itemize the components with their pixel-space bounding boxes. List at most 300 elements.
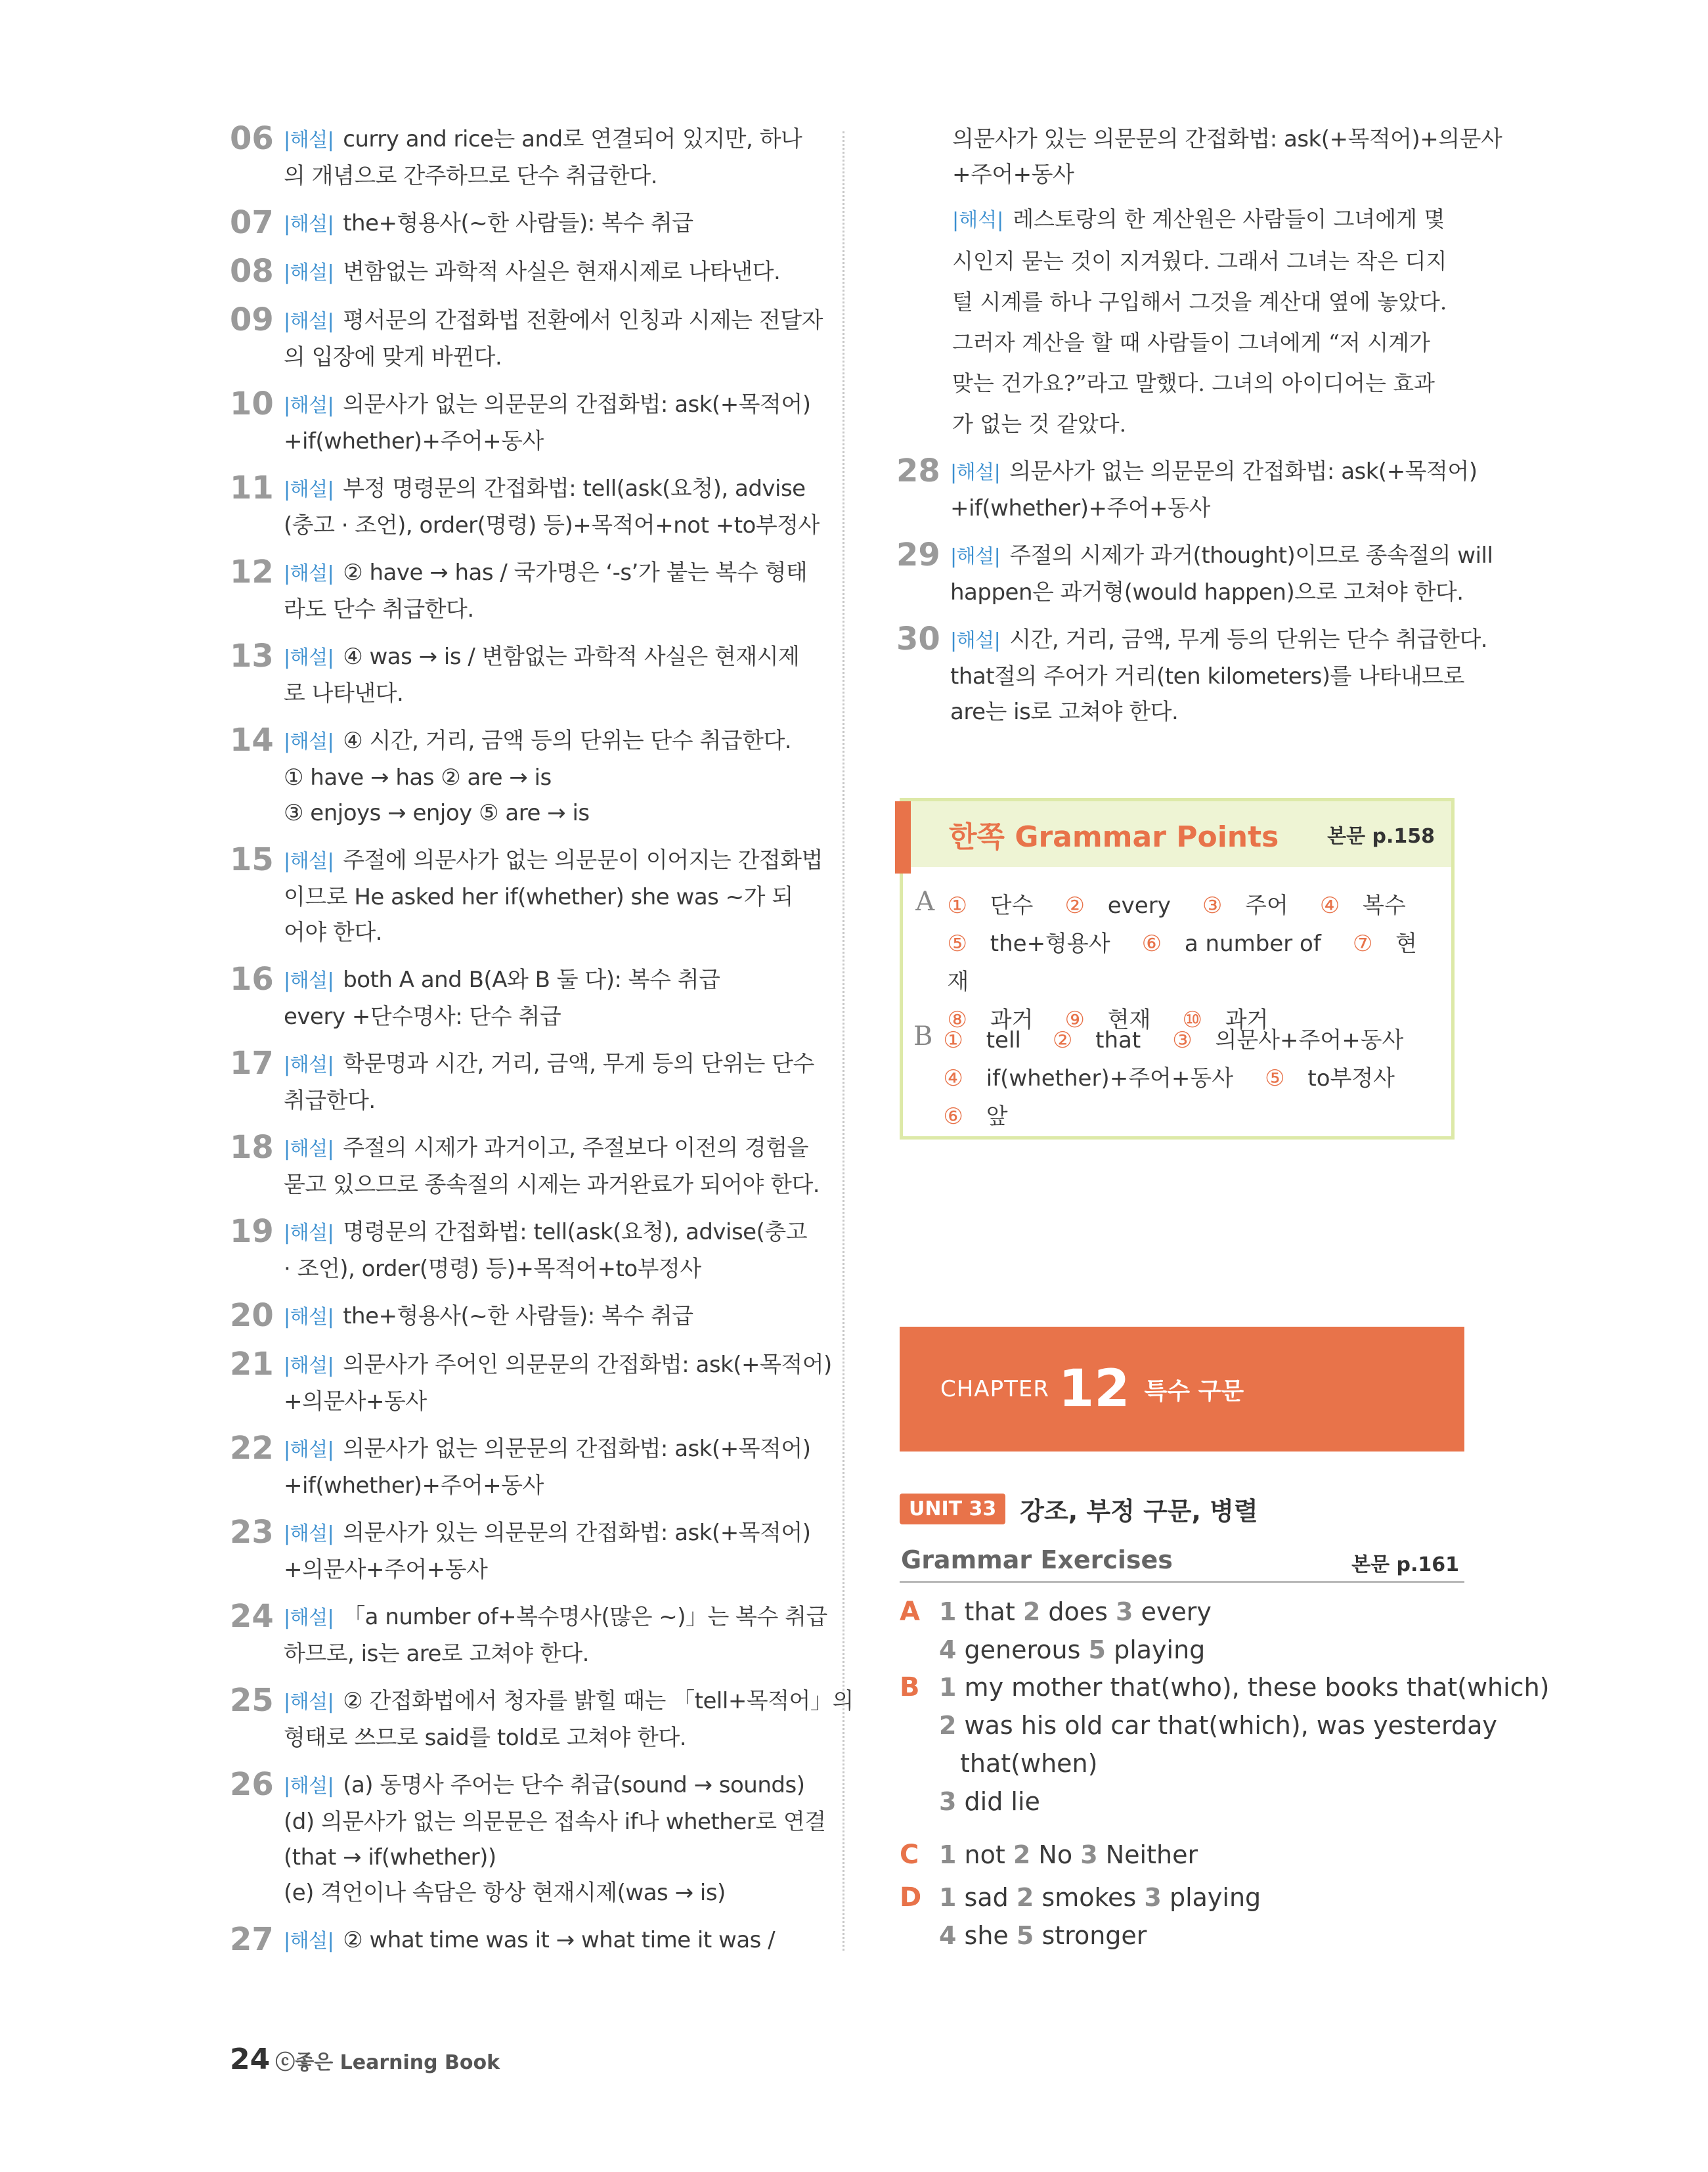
item-number: 19 bbox=[230, 1213, 274, 1250]
point-text: 과거 bbox=[1225, 1007, 1269, 1033]
item-body bbox=[284, 1214, 807, 1287]
item-line: 묻고 있으므로 종속절의 시제는 과거완료가 되어야 한다. bbox=[284, 1172, 820, 1198]
answer-item bbox=[230, 723, 795, 831]
answer-text: that(when) bbox=[960, 1749, 1098, 1778]
answer-number: 1 bbox=[939, 1883, 957, 1912]
item-line: +의문사+주어+동사 bbox=[284, 1557, 488, 1583]
point-text: 단수 bbox=[990, 893, 1034, 919]
brand-name: ⓒ좋은 Learning Book bbox=[275, 2051, 500, 2074]
answer-number: 5 bbox=[1016, 1921, 1034, 1950]
chapter-label: CHAPTER bbox=[940, 1376, 1049, 1402]
explanation-tag: |해설| bbox=[284, 1607, 334, 1629]
exercise-letter: D bbox=[900, 1882, 922, 1913]
item-line bbox=[284, 555, 807, 592]
answer-item bbox=[230, 1682, 854, 1756]
tag-text: 해설 bbox=[290, 646, 328, 669]
section-letter: A bbox=[915, 887, 935, 917]
item-27-continued bbox=[952, 122, 1502, 192]
answer-text: sad bbox=[964, 1883, 1009, 1912]
chapter-banner bbox=[900, 1327, 1464, 1452]
item-number: 25 bbox=[230, 1682, 274, 1719]
tag-text: 해설 bbox=[290, 1438, 328, 1461]
line-text: 의문사가 주어인 의문문의 간접화법: ask(+목적어) bbox=[343, 1352, 832, 1378]
line-text: 변함없는 과학적 사실은 현재시제로 나타낸다. bbox=[343, 259, 781, 285]
item-body bbox=[284, 254, 795, 291]
item-number: 28 bbox=[896, 453, 940, 489]
explanation-tag: |해설| bbox=[284, 1053, 334, 1076]
point-text: 앞 bbox=[986, 1103, 1008, 1130]
item-line bbox=[284, 303, 823, 340]
right-items bbox=[896, 453, 1493, 730]
item-number: 08 bbox=[230, 253, 274, 290]
item-line bbox=[284, 387, 810, 424]
item-line: 라도 단수 취급한다. bbox=[284, 596, 474, 623]
explanation-tag: |해설| bbox=[284, 261, 334, 284]
answer-text: my mother that(who), these books that(which) bbox=[964, 1673, 1550, 1702]
item-line: +의문사+동사 bbox=[284, 1388, 427, 1415]
item-line bbox=[284, 723, 795, 760]
grammar-point bbox=[1172, 1027, 1419, 1053]
exercise-line bbox=[939, 1631, 1212, 1669]
explanation-tag: |해설| bbox=[284, 1930, 334, 1953]
tag-text: 해설 bbox=[290, 850, 328, 873]
item-number: 15 bbox=[230, 841, 274, 878]
tag-text: 해설 bbox=[290, 1930, 328, 1953]
translation-line: |해석| 레스토랑의 한 계산원은 사람들이 그녀에게 몇 bbox=[952, 206, 1445, 232]
item-number: 11 bbox=[230, 470, 274, 506]
page-footer bbox=[230, 2043, 500, 2076]
item-body bbox=[284, 1431, 810, 1503]
point-text: that bbox=[1095, 1027, 1141, 1053]
item-number: 16 bbox=[230, 961, 274, 998]
item-body bbox=[284, 555, 807, 627]
tag-text: 해설 bbox=[290, 478, 328, 501]
answer-number: 3 bbox=[1116, 1597, 1133, 1626]
grammar-point bbox=[1053, 1027, 1156, 1053]
tag-text: 해설 bbox=[290, 730, 328, 753]
grammar-point bbox=[1320, 893, 1422, 919]
grammar-points-a bbox=[903, 887, 1451, 1039]
unit-badge: UNIT 33 bbox=[900, 1494, 1005, 1524]
continued-line: +주어+동사 bbox=[952, 162, 1074, 188]
exercise-section bbox=[900, 1593, 1212, 1669]
point-number: ④ bbox=[943, 1065, 963, 1092]
item-number: 17 bbox=[230, 1045, 274, 1082]
answer-number: 2 bbox=[939, 1711, 957, 1740]
grammar-point-line bbox=[943, 1021, 1451, 1059]
grammar-point-line bbox=[943, 1059, 1451, 1136]
explanation-tag: |해설| bbox=[950, 629, 1001, 652]
line-text: 시간, 거리, 금액, 무게 등의 단위는 단수 취급한다. bbox=[1009, 627, 1488, 653]
item-line: (d) 의문사가 없는 의문문은 접속사 if나 whether로 연결 bbox=[284, 1809, 826, 1835]
translation-line: 가 없는 것 같았다. bbox=[952, 411, 1127, 437]
grammar-point bbox=[1064, 893, 1186, 919]
item-line bbox=[284, 1767, 826, 1804]
point-number: ③ bbox=[1172, 1027, 1193, 1053]
answer-item bbox=[230, 841, 823, 950]
item-line: 이므로 He asked her if(whether) she was ~가 되 bbox=[284, 884, 793, 910]
item-line bbox=[284, 843, 823, 879]
translation-line: 그러자 계산을 할 때 사람들이 그녀에게 “저 시계가 bbox=[952, 330, 1430, 355]
grammar-points-title: 한쪽 Grammar Points bbox=[949, 820, 1279, 854]
item-line: happen은 과거형(would happen)으로 고쳐야 한다. bbox=[950, 579, 1464, 606]
answer-number: 4 bbox=[939, 1921, 957, 1950]
tag-text: 해설 bbox=[290, 1775, 328, 1798]
point-text: 과거 bbox=[990, 1007, 1034, 1033]
grammar-point bbox=[943, 1103, 1023, 1130]
item-body bbox=[284, 1298, 795, 1335]
item-body bbox=[284, 1922, 795, 1959]
answer-number: 2 bbox=[1022, 1597, 1041, 1626]
tag-text: 해설 bbox=[956, 461, 994, 484]
answer-text: not bbox=[964, 1840, 1005, 1869]
line-text: 명령문의 간접화법: tell(ask(요청), advise(충고 bbox=[343, 1219, 808, 1245]
grammar-point bbox=[947, 893, 1049, 919]
item-line bbox=[950, 622, 1487, 659]
explanation-tag: |해설| bbox=[284, 1522, 334, 1545]
item-line: that절의 주어가 거리(ten kilometers)를 나타내므로 bbox=[950, 663, 1464, 690]
explanation-tag: |해설| bbox=[284, 1438, 334, 1461]
point-number: ⑤ bbox=[1265, 1065, 1285, 1092]
explanation-tag: |해설| bbox=[284, 310, 334, 333]
explanation-tag: |해설| bbox=[284, 213, 334, 236]
item-number: 24 bbox=[230, 1598, 274, 1635]
point-text: 의문사+주어+동사 bbox=[1215, 1027, 1404, 1053]
item-line bbox=[284, 1046, 814, 1083]
line-text: curry and rice는 and로 연결되어 있지만, 하나 bbox=[343, 126, 802, 152]
point-text: every bbox=[1107, 893, 1171, 919]
item-body bbox=[284, 843, 823, 950]
explanation-tag: |해설| bbox=[284, 1775, 334, 1798]
item-number: 10 bbox=[230, 386, 274, 422]
line-text: ④ 시간, 거리, 금액 등의 단위는 단수 취급한다. bbox=[343, 728, 792, 754]
explanation-tag: |해설| bbox=[284, 1354, 334, 1377]
point-text: 주어 bbox=[1245, 893, 1288, 919]
answer-item bbox=[230, 206, 795, 242]
answer-text: does bbox=[1048, 1597, 1108, 1626]
right-column bbox=[896, 122, 1502, 742]
item-line: are는 is로 고쳐야 한다. bbox=[950, 699, 1179, 725]
item-number: 22 bbox=[230, 1430, 274, 1467]
grammar-point bbox=[947, 931, 1126, 957]
explanation-tag: |해설| bbox=[284, 1306, 334, 1329]
answer-number: 5 bbox=[1088, 1635, 1106, 1664]
item-number: 30 bbox=[896, 621, 940, 657]
answer-item bbox=[230, 1922, 795, 1959]
point-number: ③ bbox=[1202, 893, 1223, 919]
exercise-line bbox=[939, 1836, 1198, 1874]
tag-text: 해설 bbox=[290, 1306, 328, 1329]
line-text: 주절의 시제가 과거이고, 주절보다 이전의 경험을 bbox=[343, 1135, 808, 1161]
point-number: ⑩ bbox=[1182, 1007, 1202, 1033]
tag-text: 해설 bbox=[290, 1607, 328, 1629]
exercise-line bbox=[939, 1917, 1261, 1955]
item-body bbox=[950, 538, 1493, 610]
item-number: 12 bbox=[230, 554, 274, 590]
item-line bbox=[284, 1683, 854, 1720]
item-line bbox=[284, 206, 795, 242]
exercise-section bbox=[900, 1836, 1198, 1874]
answer-number: 3 bbox=[1144, 1883, 1162, 1912]
answer-number: 2 bbox=[1013, 1840, 1031, 1869]
item-number: 27 bbox=[230, 1921, 274, 1958]
tag-text: 해설 bbox=[290, 1138, 328, 1161]
answer-item bbox=[230, 1045, 814, 1119]
item-line: ① have → has ② are → is bbox=[284, 765, 552, 791]
point-number: ④ bbox=[1319, 893, 1340, 919]
item-line bbox=[950, 454, 1477, 491]
answer-item bbox=[896, 453, 1478, 526]
item-number: 07 bbox=[230, 204, 274, 241]
item-body bbox=[950, 454, 1477, 526]
item-line: 로 나타낸다. bbox=[284, 680, 404, 707]
answer-number: 3 bbox=[1080, 1840, 1098, 1869]
grammar-point bbox=[1142, 931, 1337, 957]
explanation-tag: |해설| bbox=[284, 562, 334, 585]
explanation-tag: |해설| bbox=[284, 646, 334, 669]
point-text: 복수 bbox=[1363, 893, 1406, 919]
line-text: ② what time was it → what time it was / bbox=[343, 1927, 776, 1953]
unit-title: 강조, 부정 구문, 병렬 bbox=[1020, 1497, 1258, 1526]
answer-item bbox=[230, 120, 802, 194]
answer-number: 1 bbox=[939, 1840, 957, 1869]
answer-item bbox=[230, 386, 811, 459]
item-body bbox=[284, 303, 823, 375]
answer-text: playing bbox=[1114, 1635, 1206, 1664]
answer-number: 3 bbox=[939, 1787, 957, 1816]
line-text: 주절의 시제가 과거(thought)이므로 종속절의 will bbox=[1009, 543, 1493, 569]
exercise-lines bbox=[939, 1878, 1261, 1955]
item-body bbox=[284, 962, 795, 1034]
item-number: 06 bbox=[230, 120, 274, 157]
grammar-exercises-ref: 본문 p.161 bbox=[1351, 1553, 1459, 1576]
item-line bbox=[284, 1515, 810, 1552]
explanation-tag: |해설| bbox=[284, 730, 334, 753]
item-line bbox=[284, 1347, 832, 1384]
translation-line: 맞는 건가요?”라고 말했다. 그녀의 아이디어는 효과 bbox=[952, 370, 1435, 396]
point-text: if(whether)+주어+동사 bbox=[986, 1065, 1234, 1092]
item-number: 20 bbox=[230, 1297, 274, 1334]
answer-text: smokes bbox=[1041, 1883, 1137, 1912]
line-text: 의문사가 있는 의문문의 간접화법: ask(+목적어) bbox=[343, 1520, 811, 1546]
tag-text: 해설 bbox=[290, 261, 328, 284]
exercise-line bbox=[939, 1706, 1550, 1744]
grammar-points-ref: 본문 p.158 bbox=[1327, 825, 1435, 848]
answer-item bbox=[230, 1766, 826, 1911]
point-text: 현재 bbox=[947, 931, 1417, 995]
tag-text: 해설 bbox=[290, 394, 328, 417]
point-text: 현재 bbox=[1107, 1007, 1151, 1033]
answer-item bbox=[230, 1598, 827, 1672]
line-text: the+형용사(~한 사람들): 복수 취급 bbox=[343, 210, 693, 236]
left-column bbox=[230, 120, 854, 1971]
item-line bbox=[284, 1599, 827, 1636]
item-line bbox=[284, 639, 799, 676]
explanation-tag: |해설| bbox=[950, 461, 1001, 484]
point-number: ② bbox=[1052, 1027, 1073, 1053]
item-body bbox=[284, 1515, 810, 1587]
grammar-points-header bbox=[903, 801, 1451, 867]
item-line bbox=[284, 1298, 795, 1335]
answer-item bbox=[230, 1213, 808, 1287]
tag-text: 해설 bbox=[956, 545, 994, 568]
item-body bbox=[950, 622, 1487, 730]
item-line bbox=[284, 1922, 795, 1959]
tag-text: 해설 bbox=[290, 213, 328, 236]
exercise-line bbox=[939, 1593, 1212, 1631]
item-line: +if(whether)+주어+동사 bbox=[284, 1473, 544, 1499]
item-body bbox=[284, 1599, 827, 1672]
explanation-tag: |해설| bbox=[284, 969, 334, 992]
tag-text: 해설 bbox=[290, 129, 328, 152]
point-text: a number of bbox=[1184, 931, 1321, 957]
answer-item bbox=[230, 554, 808, 627]
answer-item bbox=[230, 962, 795, 1034]
answer-text: did lie bbox=[964, 1787, 1040, 1816]
item-line: 형태로 쓰므로 said를 told로 고쳐야 한다. bbox=[284, 1725, 687, 1751]
point-number: ⑨ bbox=[1064, 1007, 1085, 1033]
item-number: 14 bbox=[230, 722, 274, 759]
item-body bbox=[284, 387, 810, 459]
point-number: ⑥ bbox=[1141, 931, 1162, 957]
line-text: 평서문의 간접화법 전환에서 인칭과 시제는 전달자 bbox=[343, 307, 823, 334]
point-text: to부정사 bbox=[1307, 1065, 1395, 1092]
answer-text: was his old car that(which), was yesterday bbox=[964, 1711, 1497, 1740]
grammar-point bbox=[1202, 893, 1304, 919]
item-line bbox=[950, 538, 1493, 575]
grammar-points-b-lines bbox=[943, 1021, 1451, 1136]
answer-item bbox=[230, 470, 820, 543]
line-text: 의문사가 없는 의문문의 간접화법: ask(+목적어) bbox=[343, 1436, 811, 1462]
item-body bbox=[284, 1130, 820, 1203]
answer-item bbox=[230, 638, 800, 711]
point-number: ⑦ bbox=[1352, 931, 1373, 957]
answer-item bbox=[230, 1346, 832, 1419]
line-text: both A and B(A와 B 둘 다): 복수 취급 bbox=[343, 967, 720, 993]
chapter-title: 특수 구문 bbox=[1144, 1377, 1244, 1405]
grammar-point-line bbox=[947, 887, 1451, 925]
exercise-lines bbox=[939, 1593, 1212, 1669]
item-body bbox=[284, 206, 795, 242]
answer-item bbox=[230, 1298, 795, 1335]
item-line bbox=[284, 1431, 810, 1468]
continued-line: 의문사가 있는 의문문의 간접화법: ask(+목적어)+의문사 bbox=[952, 126, 1502, 152]
exercise-line bbox=[939, 1744, 1550, 1783]
item-body bbox=[284, 122, 802, 194]
answer-number: 1 bbox=[939, 1597, 957, 1626]
item-body bbox=[284, 723, 795, 831]
exercise-lines bbox=[939, 1668, 1550, 1821]
translation-line: 털 시계를 하나 구입해서 그것을 계산대 옆에 놓았다. bbox=[952, 289, 1447, 315]
point-number: ⑤ bbox=[947, 931, 967, 957]
answer-item bbox=[230, 1430, 811, 1503]
item-number: 23 bbox=[230, 1514, 274, 1551]
answer-text: generous bbox=[964, 1635, 1081, 1664]
item-line bbox=[284, 1130, 820, 1167]
line-text: 의문사가 없는 의문문의 간접화법: ask(+목적어) bbox=[1009, 458, 1478, 485]
exercise-line bbox=[939, 1878, 1261, 1917]
explanation-tag: |해설| bbox=[284, 394, 334, 417]
explanation-tag: |해설| bbox=[284, 1691, 334, 1714]
item-line: +if(whether)+주어+동사 bbox=[950, 495, 1210, 521]
item-number: 09 bbox=[230, 301, 274, 338]
item-line: (e) 격언이나 속담은 항상 현재시제(was → is) bbox=[284, 1880, 726, 1906]
unit-heading bbox=[900, 1491, 1258, 1527]
item-number: 26 bbox=[230, 1766, 274, 1803]
item-body bbox=[284, 1347, 832, 1419]
answer-item bbox=[896, 537, 1493, 610]
tag-text: 해설 bbox=[290, 1522, 328, 1545]
line-text: (a) 동명사 주어는 단수 취급(sound → sounds) bbox=[343, 1772, 805, 1798]
grammar-point-line bbox=[947, 925, 1451, 1001]
item-line: 의 개념으로 간주하므로 단수 취급한다. bbox=[284, 163, 658, 189]
exercise-letter: A bbox=[900, 1597, 920, 1627]
answer-text: Neither bbox=[1105, 1840, 1198, 1869]
answer-text: she bbox=[964, 1921, 1009, 1950]
exercise-lines bbox=[939, 1836, 1198, 1874]
answer-text: playing bbox=[1169, 1883, 1261, 1912]
item-line bbox=[284, 254, 795, 291]
explanation-tag: |해설| bbox=[284, 478, 334, 501]
item-line: (충고 · 조언), order(명령) 등)+목적어+not +to부정사 bbox=[284, 512, 820, 539]
grammar-point bbox=[1265, 1065, 1411, 1092]
answer-item bbox=[896, 621, 1488, 730]
item-line: 의 입장에 맞게 바뀐다. bbox=[284, 344, 502, 370]
answer-item bbox=[230, 301, 823, 375]
item-number: 18 bbox=[230, 1129, 274, 1166]
item-line bbox=[284, 962, 795, 999]
chapter-number: 12 bbox=[1058, 1360, 1130, 1419]
point-text: the+형용사 bbox=[990, 931, 1110, 957]
tag-text: 해설 bbox=[290, 969, 328, 992]
answer-number: 4 bbox=[939, 1635, 957, 1664]
grammar-point bbox=[943, 1065, 1249, 1092]
explanation-tag: |해설| bbox=[284, 1222, 334, 1245]
line-text: 의문사가 없는 의문문의 간접화법: ask(+목적어) bbox=[343, 391, 811, 418]
line-text: ④ was → is / 변함없는 과학적 사실은 현재시제 bbox=[343, 644, 800, 670]
exercise-section bbox=[900, 1668, 1550, 1821]
grammar-point bbox=[943, 1027, 1036, 1053]
grammar-points-b bbox=[903, 1021, 1451, 1136]
exercise-letter: C bbox=[900, 1840, 919, 1870]
item-body bbox=[284, 1046, 814, 1119]
tag-text: 해설 bbox=[290, 562, 328, 585]
answer-item bbox=[230, 1514, 811, 1587]
item-line: · 조언), order(명령) 등)+목적어+to부정사 bbox=[284, 1256, 701, 1282]
translation-tag: |해석| bbox=[952, 209, 1004, 232]
answer-number: 1 bbox=[939, 1673, 957, 1702]
item-number: 21 bbox=[230, 1346, 274, 1383]
item-line: 취급한다. bbox=[284, 1088, 376, 1114]
explanation-tag: |해설| bbox=[284, 850, 334, 873]
tag-text: 해설 bbox=[956, 629, 994, 652]
grammar-exercises-header bbox=[900, 1540, 1464, 1583]
line-text: 부정 명령문의 간접화법: tell(ask(요청), advise bbox=[343, 476, 806, 502]
page-number: 24 bbox=[230, 2043, 271, 2076]
tag-text: 해설 bbox=[290, 310, 328, 333]
answer-text: stronger bbox=[1041, 1921, 1147, 1950]
tag-text: 해설 bbox=[290, 1354, 328, 1377]
tag-text: 해설 bbox=[290, 1691, 328, 1714]
grammar-points-box bbox=[900, 798, 1455, 1140]
line-text: ② have → has / 국가명은 ‘-s’가 붙는 복수 형태 bbox=[343, 560, 808, 586]
translation-block bbox=[952, 199, 1468, 445]
item-line: 어야 한다. bbox=[284, 920, 382, 946]
answer-text: No bbox=[1038, 1840, 1073, 1869]
item-line: every +단수명사: 단수 취급 bbox=[284, 1004, 561, 1030]
answer-item bbox=[230, 254, 795, 291]
answer-text: that bbox=[964, 1597, 1015, 1626]
